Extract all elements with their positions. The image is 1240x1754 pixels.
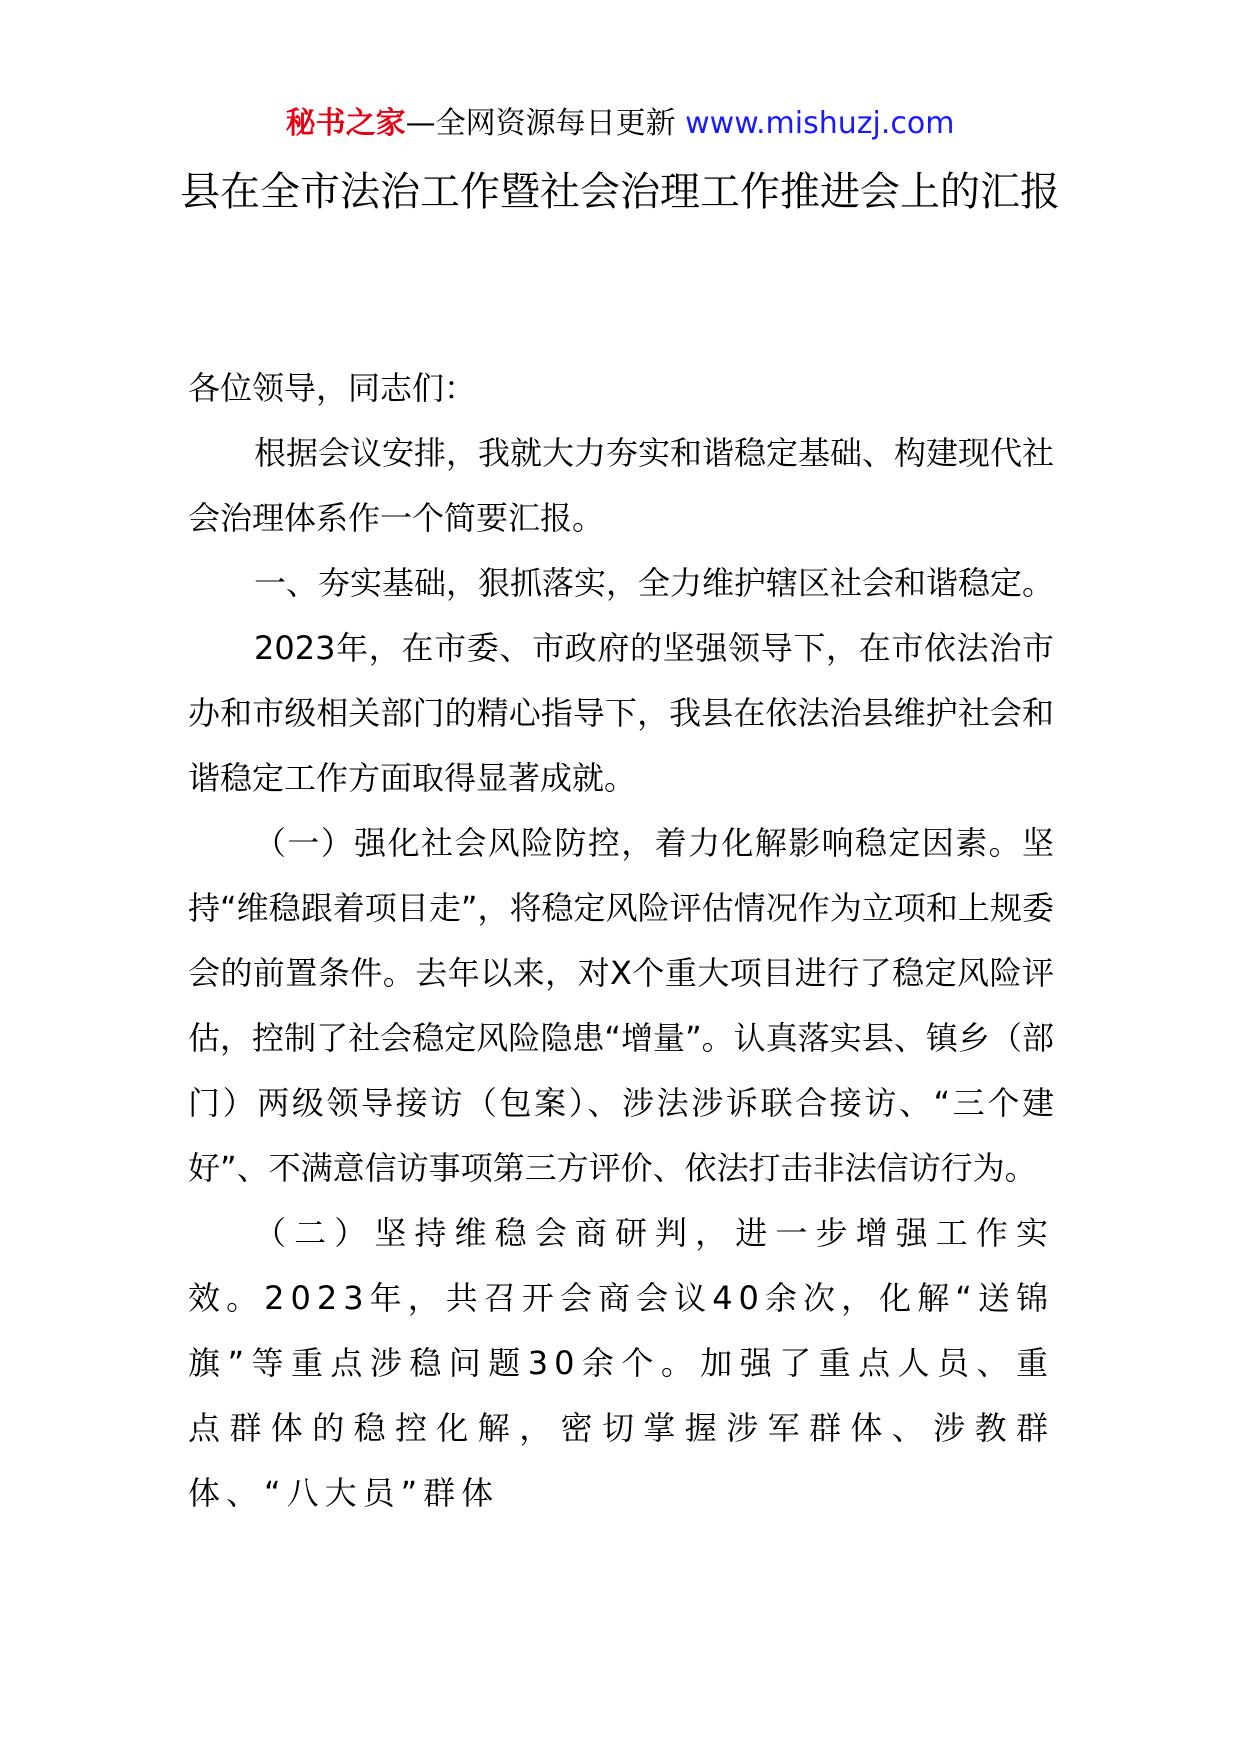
document-title: 县在全市法治工作暨社会治理工作推进会上的汇报 — [180, 169, 1060, 215]
salutation: 各位领导，同志们： — [188, 369, 477, 407]
paragraph-overview: 2023年，在市委、市政府的坚强领导下，在市依法治市办和市级相关部门的精心指导下，我县在依法治县维护社会和谐稳定工作方面取得显著成就。 — [188, 629, 1054, 797]
brand-name: 秘书之家 — [285, 106, 406, 141]
site-banner — [0, 100, 1240, 148]
brand-slogan: —全网资源每日更新 — [405, 106, 676, 141]
paragraph-consultation: （二）坚持维稳会商研判，进一步增强工作实效。2023年，共召开会商会议40余次，化解“送锦旗”等重点涉稳问题30余个。加强了重点人员、重点群体的稳控化解，密切掌握涉军群体、涉教群体、“八大员”群体 — [188, 1214, 1054, 1512]
paragraph-risk-control: （一）强化社会风险防控，着力化解影响稳定因素。坚持“维稳跟着项目走”，将稳定风险评估情况作为立项和上规委会的前置条件。去年以来，对X个重大项目进行了稳定风险评估，控制了社会稳定风险隐患“增量”。认真落实县、镇乡（部门）两级领导接访（包案）、涉法涉诉联合接访、“三个建好”、不满意信访事项第三方评价、依法打击非法信访行为。 — [188, 824, 1054, 1187]
section-heading-1: 一、夯实基础，狠抓落实，全力维护辖区社会和谐稳定。 — [254, 564, 1055, 602]
paragraph-intro: 根据会议安排，我就大力夯实和谐稳定基础、构建现代社会治理体系作一个简要汇报。 — [188, 434, 1055, 537]
document-body — [188, 356, 1054, 1526]
site-url-link[interactable]: www.mishuzj.com — [685, 106, 955, 141]
